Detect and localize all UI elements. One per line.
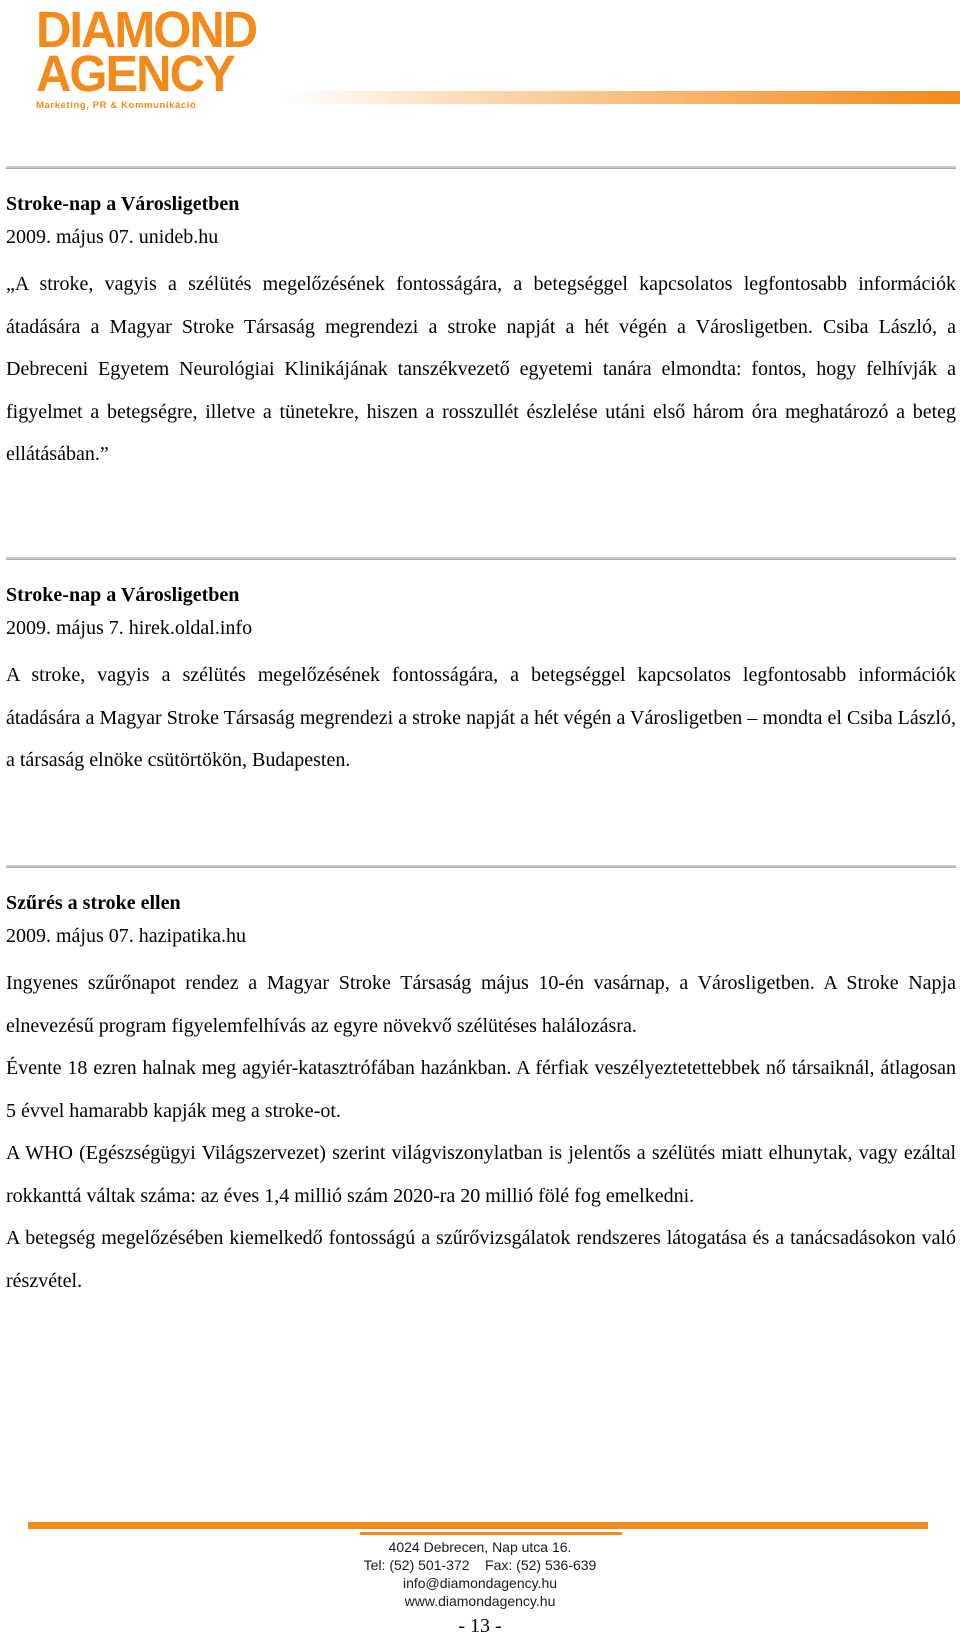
footer-accent-underline	[360, 1532, 622, 1535]
footer-website: www.diamondagency.hu	[404, 1593, 556, 1609]
article-hirek-oldal	[6, 583, 956, 782]
article-date-source: 2009. május 07. unideb.hu	[6, 226, 219, 248]
article-paragraph: „A stroke, vagyis a szélütés megelőzésének fontosságára, a betegséggel kapcsolatos legfontosabb információk átadására a Magyar Stroke Társaság megrendezi a stroke napját a hét végén a Városligetben. Csiba László, a Debreceni Egyetem Neurológiai Klinikájának tanszékvezető egyetemi tanára elmondta: fontos, hogy felhívják a figyelmet a betegségre, illetve a tünetekre, hiszen a rosszullét észlelése utáni első három óra meghatározó a beteg ellátásában.”	[6, 273, 956, 465]
article-paragraph: A betegség megelőzésében kiemelkedő fontosságú a szűrővizsgálatok rendszeres látogatása és a tanácsadásokon való részvétel.	[6, 1227, 956, 1292]
article-date-source: 2009. május 7. hirek.oldal.info	[6, 617, 253, 639]
logo-text-diamond: DIAMOND	[36, 1, 257, 59]
article-date-source: 2009. május 07. hazipatika.hu	[6, 925, 246, 947]
page-number: - 13 -	[458, 1615, 502, 1637]
article-hazipatika	[6, 891, 956, 1302]
article-paragraph: A WHO (Egészségügyi Világszervezet) szerint világviszonylatban is jelentős a szélütés miatt elhunytak, vagy ezáltal rokkanttá váltak száma: az éves 1,4 millió szám 2020-ra 20 millió fölé fog emelkedni.	[6, 1142, 956, 1207]
logo-text-agency: AGENCY	[36, 45, 234, 103]
article-body	[6, 654, 956, 782]
article-title: Stroke-nap a Városligetben	[6, 584, 240, 606]
article-unideb	[6, 192, 956, 476]
article-paragraph: Évente 18 ezren halnak meg agyiér-katasztrófában hazánkban. A férfiak veszélyeztetettebbek nő társaiknál, átlagosan 5 évvel hamarabb kapják meg a stroke-ot.	[6, 1057, 956, 1122]
footer-phone-fax: Tel: (52) 501-372 Fax: (52) 536-639	[363, 1557, 597, 1573]
section-divider	[6, 557, 956, 560]
article-paragraph: A stroke, vagyis a szélütés megelőzésének fontosságára, a betegséggel kapcsolatos legfontosabb információk átadására a Magyar Stroke Társaság megrendezi a stroke napját a hét végén a Városligetben – mondta el Csiba László, a társaság elnöke csütörtökön, Budapesten.	[6, 664, 956, 771]
article-title: Stroke-nap a Városligetben	[6, 193, 240, 215]
section-divider	[6, 865, 956, 868]
article-body	[6, 962, 956, 1302]
company-logo	[36, 1, 257, 111]
footer-address: 4024 Debrecen, Nap utca 16.	[388, 1539, 572, 1555]
footer-contact-info	[0, 1538, 960, 1610]
article-body	[6, 263, 956, 476]
footer-email: info@diamondagency.hu	[402, 1575, 558, 1591]
article-title: Szűrés a stroke ellen	[6, 892, 181, 914]
article-paragraph: Ingyenes szűrőnapot rendez a Magyar Stroke Társaság május 10-én vasárnap, a Városligetben. A Stroke Napja elnevezésű program figyelemfelhívás az egyre növekvő szélütéses halálozásra.	[6, 972, 956, 1037]
section-divider	[6, 166, 956, 169]
logo-tagline: Marketing, PR & Kommunikáció	[36, 100, 197, 111]
header-gradient-bar	[284, 91, 960, 104]
footer-accent-bar	[28, 1522, 928, 1529]
